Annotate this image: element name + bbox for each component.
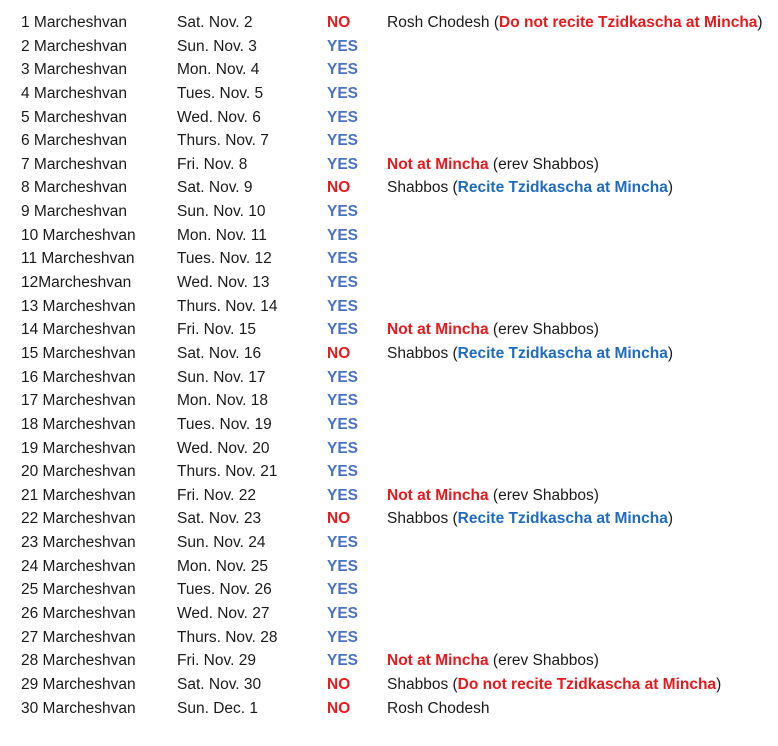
tachanun-status: YES [327, 486, 359, 504]
civil-date: Fri. Nov. 8 [177, 155, 248, 173]
note-highlight: Do not recite Tzidkascha at Mincha [499, 14, 758, 31]
day-note [387, 342, 673, 366]
table-row [0, 697, 778, 721]
tachanun-status: YES [327, 250, 359, 268]
hebrew-date: 24 Marcheshvan [21, 557, 136, 575]
civil-date: Thurs. Nov. 7 [177, 132, 269, 150]
table-row [0, 673, 778, 697]
civil-date: Mon. Nov. 25 [177, 557, 269, 575]
hebrew-date: 9 Marcheshvan [21, 203, 127, 221]
tachanun-status: YES [327, 534, 359, 552]
note-text: Rosh Chodesh ( [387, 14, 500, 31]
civil-date: Sun. Dec. 1 [177, 699, 258, 717]
tachanun-status: YES [327, 61, 359, 79]
note-text: ) [667, 344, 674, 362]
note-text: (erev Shabbos) [488, 321, 599, 339]
civil-date: Wed. Nov. 13 [177, 274, 270, 292]
tachanun-status: YES [327, 652, 359, 670]
table-row [0, 35, 778, 59]
note-text: Rosh Chodesh [387, 699, 490, 717]
hebrew-date: 29 Marcheshvan [21, 675, 136, 693]
civil-date: Fri. Nov. 15 [177, 321, 256, 339]
civil-date: Sat. Nov. 2 [177, 14, 253, 31]
note-highlight: Not at Mincha [387, 155, 489, 173]
note-highlight: Not at Mincha [387, 321, 489, 339]
hebrew-date: 30 Marcheshvan [21, 699, 136, 717]
hebrew-date: 21 Marcheshvan [21, 486, 136, 504]
hebrew-date: 23 Marcheshvan [21, 534, 136, 552]
table-row [0, 153, 778, 177]
note-highlight: Recite Tzidkascha at Mincha [457, 510, 668, 528]
table-row [0, 129, 778, 153]
civil-date: Sun. Nov. 3 [177, 37, 257, 55]
hebrew-date: 18 Marcheshvan [21, 415, 136, 433]
note-text: (erev Shabbos) [488, 486, 599, 504]
hebrew-date: 22 Marcheshvan [21, 510, 136, 528]
tachanun-status: NO [327, 344, 351, 362]
civil-date: Sat. Nov. 23 [177, 510, 262, 528]
tachanun-status: YES [327, 226, 359, 244]
civil-date: Tues. Nov. 5 [177, 84, 264, 102]
day-note [387, 484, 599, 508]
day-note [387, 697, 490, 721]
hebrew-date: 15 Marcheshvan [21, 344, 136, 362]
hebrew-date: 13 Marcheshvan [21, 297, 136, 315]
hebrew-date: 19 Marcheshvan [21, 439, 136, 457]
note-text: Shabbos ( [387, 179, 458, 197]
civil-date: Sun. Nov. 10 [177, 203, 266, 221]
civil-date: Fri. Nov. 29 [177, 652, 256, 670]
civil-date: Tues. Nov. 12 [177, 250, 272, 268]
hebrew-date: 3 Marcheshvan [21, 61, 127, 79]
table-row [0, 176, 778, 200]
table-row [0, 460, 778, 484]
hebrew-date: 2 Marcheshvan [21, 37, 127, 55]
hebrew-date: 6 Marcheshvan [21, 132, 127, 150]
table-row [0, 106, 778, 130]
tachanun-status: YES [327, 368, 359, 386]
tachanun-status: YES [327, 108, 359, 126]
day-note [387, 176, 673, 200]
civil-date: Sat. Nov. 9 [177, 179, 253, 197]
day-note [387, 153, 599, 177]
table-row [0, 578, 778, 602]
civil-date: Tues. Nov. 19 [177, 415, 272, 433]
day-note [387, 318, 599, 342]
civil-date: Thurs. Nov. 14 [177, 297, 278, 315]
hebrew-date: 26 Marcheshvan [21, 605, 136, 623]
table-row [0, 366, 778, 390]
table-row [0, 318, 778, 342]
tachanun-status: YES [327, 321, 359, 339]
hebrew-date: 16 Marcheshvan [21, 368, 136, 386]
hebrew-date: 10 Marcheshvan [21, 226, 136, 244]
table-row [0, 484, 778, 508]
civil-date: Mon. Nov. 4 [177, 61, 260, 79]
note-highlight: Recite Tzidkascha at Mincha [457, 344, 668, 362]
hebrew-date: 17 Marcheshvan [21, 392, 136, 410]
day-note [387, 673, 721, 697]
civil-date: Tues. Nov. 26 [177, 581, 272, 599]
tachanun-status: YES [327, 37, 359, 55]
note-text: Shabbos ( [387, 675, 458, 693]
table-row [0, 342, 778, 366]
table-row [0, 271, 778, 295]
tachanun-status: YES [327, 84, 359, 102]
hebrew-date: 28 Marcheshvan [21, 652, 136, 670]
note-highlight: Not at Mincha [387, 486, 489, 504]
tachanun-status: YES [327, 463, 359, 481]
tachanun-status: YES [327, 415, 359, 433]
table-row [0, 531, 778, 555]
tachanun-status: YES [327, 557, 359, 575]
hebrew-date: 7 Marcheshvan [21, 155, 127, 173]
note-text: ) [757, 14, 763, 31]
note-text: (erev Shabbos) [488, 155, 599, 173]
tachanun-status: YES [327, 155, 359, 173]
table-row [0, 82, 778, 106]
hebrew-date: 11 Marcheshvan [21, 250, 135, 268]
hebrew-date: 27 Marcheshvan [21, 628, 136, 646]
civil-date: Thurs. Nov. 21 [177, 463, 278, 481]
tachanun-status: YES [327, 605, 359, 623]
civil-date: Wed. Nov. 20 [177, 439, 270, 457]
table-row [0, 507, 778, 531]
table-row [0, 224, 778, 248]
note-text: (erev Shabbos) [488, 652, 599, 670]
note-text: ) [667, 510, 674, 528]
tachanun-status: YES [327, 203, 359, 221]
civil-date: Wed. Nov. 6 [177, 108, 261, 126]
note-highlight: Recite Tzidkascha at Mincha [457, 179, 668, 197]
civil-date: Fri. Nov. 22 [177, 486, 256, 504]
note-text: Shabbos ( [387, 510, 458, 528]
civil-date: Mon. Nov. 11 [177, 226, 267, 244]
table-row [0, 555, 778, 579]
day-note [387, 11, 763, 35]
hebrew-date: 20 Marcheshvan [21, 463, 136, 481]
civil-date: Thurs. Nov. 28 [177, 628, 278, 646]
note-highlight: Not at Mincha [387, 652, 489, 670]
civil-date: Sun. Nov. 24 [177, 534, 266, 552]
table-row [0, 247, 778, 271]
table-row [0, 389, 778, 413]
civil-date: Sat. Nov. 16 [177, 344, 262, 362]
tachanun-status: YES [327, 439, 359, 457]
day-note [387, 649, 599, 673]
tachanun-status: YES [327, 581, 359, 599]
tachanun-status: NO [327, 179, 351, 197]
day-note [387, 507, 673, 531]
tachanun-status: YES [327, 392, 359, 410]
table-row [0, 413, 778, 437]
hebrew-date: 14 Marcheshvan [21, 321, 136, 339]
tachanun-status: YES [327, 628, 359, 646]
hebrew-date: 12Marcheshvan [21, 274, 132, 292]
table-row [0, 437, 778, 461]
note-text: Shabbos ( [387, 344, 458, 362]
hebrew-date: 5 Marcheshvan [21, 108, 127, 126]
tachanun-status: YES [327, 274, 359, 292]
tachanun-status: YES [327, 297, 359, 315]
table-row [0, 649, 778, 673]
civil-date: Wed. Nov. 27 [177, 605, 270, 623]
civil-date: Sun. Nov. 17 [177, 368, 266, 386]
table-row [0, 626, 778, 650]
table-row [0, 11, 778, 35]
note-text: ) [667, 179, 674, 197]
hebrew-date: 8 Marcheshvan [21, 179, 127, 197]
table-row [0, 58, 778, 82]
civil-date: Mon. Nov. 18 [177, 392, 269, 410]
tachanun-status: YES [327, 132, 359, 150]
hebrew-date: 25 Marcheshvan [21, 581, 136, 599]
tachanun-status: NO [327, 675, 351, 693]
table-row [0, 295, 778, 319]
table-row [0, 602, 778, 626]
table-row [0, 200, 778, 224]
tachanun-status: NO [327, 699, 351, 717]
tachanun-status: NO [327, 14, 351, 31]
tachanun-status: NO [327, 510, 351, 528]
hebrew-date: 4 Marcheshvan [21, 84, 127, 102]
hebrew-date: 1 Marcheshvan [21, 14, 127, 31]
civil-date: Sat. Nov. 30 [177, 675, 262, 693]
note-highlight: Do not recite Tzidkascha at Mincha [457, 675, 717, 693]
note-text: ) [716, 675, 722, 693]
tachanun-schedule-table [0, 11, 778, 720]
